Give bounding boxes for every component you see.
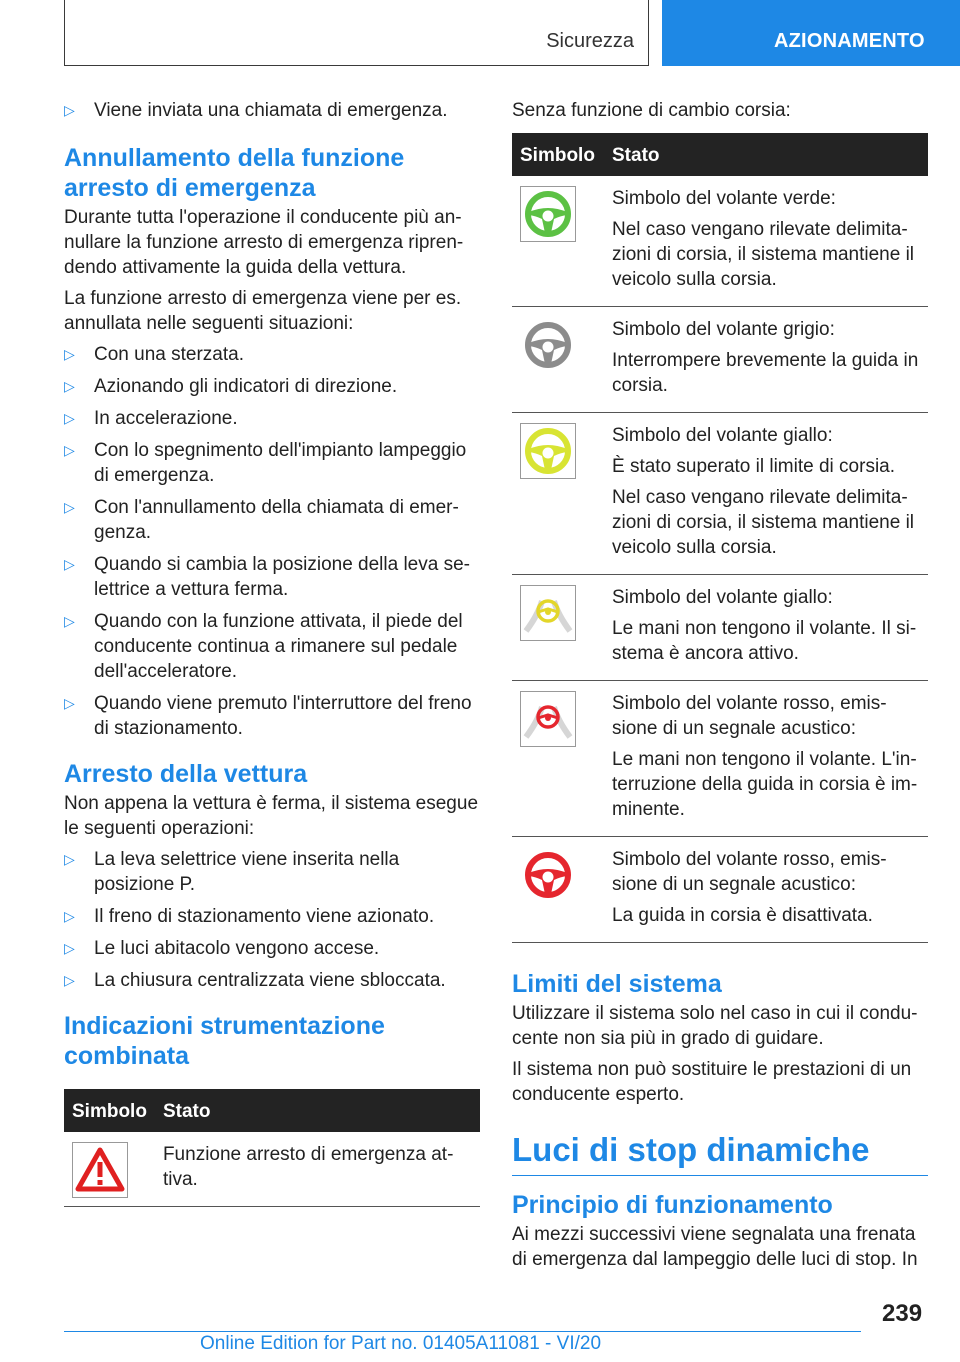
table-cell-state: La guida in corsia è disattivata. xyxy=(612,905,873,926)
heading-luci-stop: Luci di stop dinamiche xyxy=(512,1129,928,1176)
warning-triangle-icon xyxy=(72,1142,128,1198)
footer-edition: Online Edition for Part no. 01405A11081 - VI/20 xyxy=(200,1333,602,1354)
triangle-bullet-icon: ▷ xyxy=(64,940,75,956)
heading-indicazioni: Indicazioni strumentazione combinata xyxy=(64,1012,385,1070)
paragraph: Utilizzare il sistema solo nel caso in cui il conducente non sia più in grado di guidare. xyxy=(512,1003,918,1049)
table-row xyxy=(512,413,928,575)
list-item: ▷ Viene inviata una chiamata di emergenza. xyxy=(64,100,448,121)
footer-divider xyxy=(64,1331,861,1332)
heading-arresto: Arresto della vettura xyxy=(64,760,308,788)
paragraph: Non appena la vettura è ferma, il sistema esegue le seguenti operazioni: xyxy=(64,793,479,839)
table-cell-state: È stato superato il limite di corsia. xyxy=(612,456,896,477)
triangle-bullet-icon: ▷ xyxy=(64,851,75,867)
triangle-bullet-icon: ▷ xyxy=(64,378,75,394)
paragraph: Ai mezzi successivi viene segnalata una frenata di emergenza dal lampeggio delle luci di stop. In xyxy=(512,1224,918,1270)
right-column xyxy=(512,98,928,1278)
table-cell-state: Nel caso vengano rilevate delimitazioni di corsia, il sistema mantiene il veicolo sulla corsia. xyxy=(612,219,915,290)
steering-wheel-green-icon xyxy=(520,186,576,242)
triangle-bullet-icon: ▷ xyxy=(64,346,75,362)
list-item: ▷ La leva selettrice viene inserita nella posizione P. xyxy=(64,849,400,895)
paragraph-intro: Senza funzione di cambio corsia: xyxy=(512,100,791,121)
list-item: ▷ Quando viene premuto l'interruttore del freno di stazionamento. xyxy=(64,693,472,739)
list-item: ▷ Il freno di stazionamento viene azionato. xyxy=(64,906,435,927)
table-cell-state: Simbolo del volante giallo: xyxy=(612,587,833,608)
triangle-bullet-icon: ▷ xyxy=(64,102,75,118)
table-row xyxy=(64,1132,480,1207)
table-row xyxy=(512,681,928,837)
symbol-table-right xyxy=(512,133,928,943)
table-cell-state: Interrompere brevemente la guida in corsia. xyxy=(612,350,919,396)
hands-off-red-icon xyxy=(520,691,576,747)
triangle-bullet-icon: ▷ xyxy=(64,556,75,572)
chapter-title: AZIONAMENTO xyxy=(774,30,925,52)
list-item: ▷ In accelerazione. xyxy=(64,408,238,429)
list-item: ▷ Azionando gli indicatori di direzione. xyxy=(64,376,398,397)
page-number: 239 xyxy=(882,1300,923,1327)
list-item: ▷ Con lo spegnimento dell'impianto lampeggio di emergenza. xyxy=(64,440,467,486)
heading-principio: Principio di funzionamento xyxy=(512,1191,833,1219)
heading-limiti: Limiti del sistema xyxy=(512,970,722,998)
hands-off-yellow-icon xyxy=(520,585,576,641)
list-item: ▷ La chiusura centralizzata viene sbloccata. xyxy=(64,970,446,991)
list-item: ▷ Quando si cambia la posizione della leva selettrice a vettura ferma. xyxy=(64,554,470,600)
header-section-box xyxy=(64,0,649,66)
triangle-bullet-icon: ▷ xyxy=(64,499,75,515)
triangle-bullet-icon: ▷ xyxy=(64,613,75,629)
steering-wheel-grey-icon xyxy=(520,317,576,373)
list-item: ▷ Le luci abitacolo vengono accese. xyxy=(64,938,380,959)
table-row xyxy=(512,307,928,413)
table-row xyxy=(512,575,928,681)
chapter-tab[interactable] xyxy=(662,0,960,66)
triangle-bullet-icon: ▷ xyxy=(64,908,75,924)
table-header-symbol: Simbolo xyxy=(512,133,604,176)
table-cell-state: Simbolo del volante verde: xyxy=(612,188,836,209)
table-cell-state: Simbolo del volante grigio: xyxy=(612,319,835,340)
table-cell-state: Funzione arresto di emergenza attiva. xyxy=(162,1144,454,1190)
table-row xyxy=(512,176,928,307)
table-header-state: Stato xyxy=(604,133,928,176)
table-header-symbol: Simbolo xyxy=(64,1089,155,1132)
section-title: Sicurezza xyxy=(546,30,634,52)
table-cell-state: Le mani non tengono il volante. L'interruzione della guida in corsia è imminente. xyxy=(612,749,918,820)
list-item: ▷ Con una sterzata. xyxy=(64,344,244,365)
triangle-bullet-icon: ▷ xyxy=(64,972,75,988)
table-header-state: Stato xyxy=(155,1089,480,1132)
symbol-table-left xyxy=(64,1089,480,1207)
triangle-bullet-icon: ▷ xyxy=(64,442,75,458)
list-item: ▷ Con l'annullamento della chiamata di emergenza. xyxy=(64,497,459,543)
table-cell-state: Le mani non tengono il volante. Il sistema è ancora attivo. xyxy=(612,618,917,664)
table-cell-state: Nel caso vengano rilevate delimitazioni di corsia, il sistema mantiene il veicolo sulla corsia. xyxy=(612,487,915,558)
triangle-bullet-icon: ▷ xyxy=(64,695,75,711)
paragraph: Il sistema non può sostituire le prestazioni di un conducente esperto. xyxy=(512,1059,912,1105)
table-cell-state: Simbolo del volante rosso, emissione di un segnale acustico: xyxy=(612,693,887,739)
table-cell-state: Simbolo del volante giallo: xyxy=(612,425,833,446)
bullet-list-arresto xyxy=(64,847,480,993)
list-item: ▷ Quando con la funzione attivata, il piede del conducente continua a rimanere sul pedale dell'acceleratore. xyxy=(64,611,463,682)
steering-wheel-yellow-icon xyxy=(520,423,576,479)
bullet-list-annullamento xyxy=(64,342,480,741)
bullet-list-top xyxy=(64,98,480,123)
triangle-bullet-icon: ▷ xyxy=(64,410,75,426)
heading-annullamento: Annullamento della funzione arresto di emergenza xyxy=(64,144,405,202)
steering-wheel-red-icon xyxy=(520,847,576,903)
table-row xyxy=(512,837,928,943)
left-column xyxy=(64,98,480,1207)
paragraph: La funzione arresto di emergenza viene per es. annullata nelle seguenti situazioni: xyxy=(64,288,462,334)
paragraph: Durante tutta l'operazione il conducente più annullare la funzione arresto di emergenza riprendendo attivamente la guida della vettura. xyxy=(64,207,464,278)
table-cell-state: Simbolo del volante rosso, emissione di un segnale acustico: xyxy=(612,849,887,895)
